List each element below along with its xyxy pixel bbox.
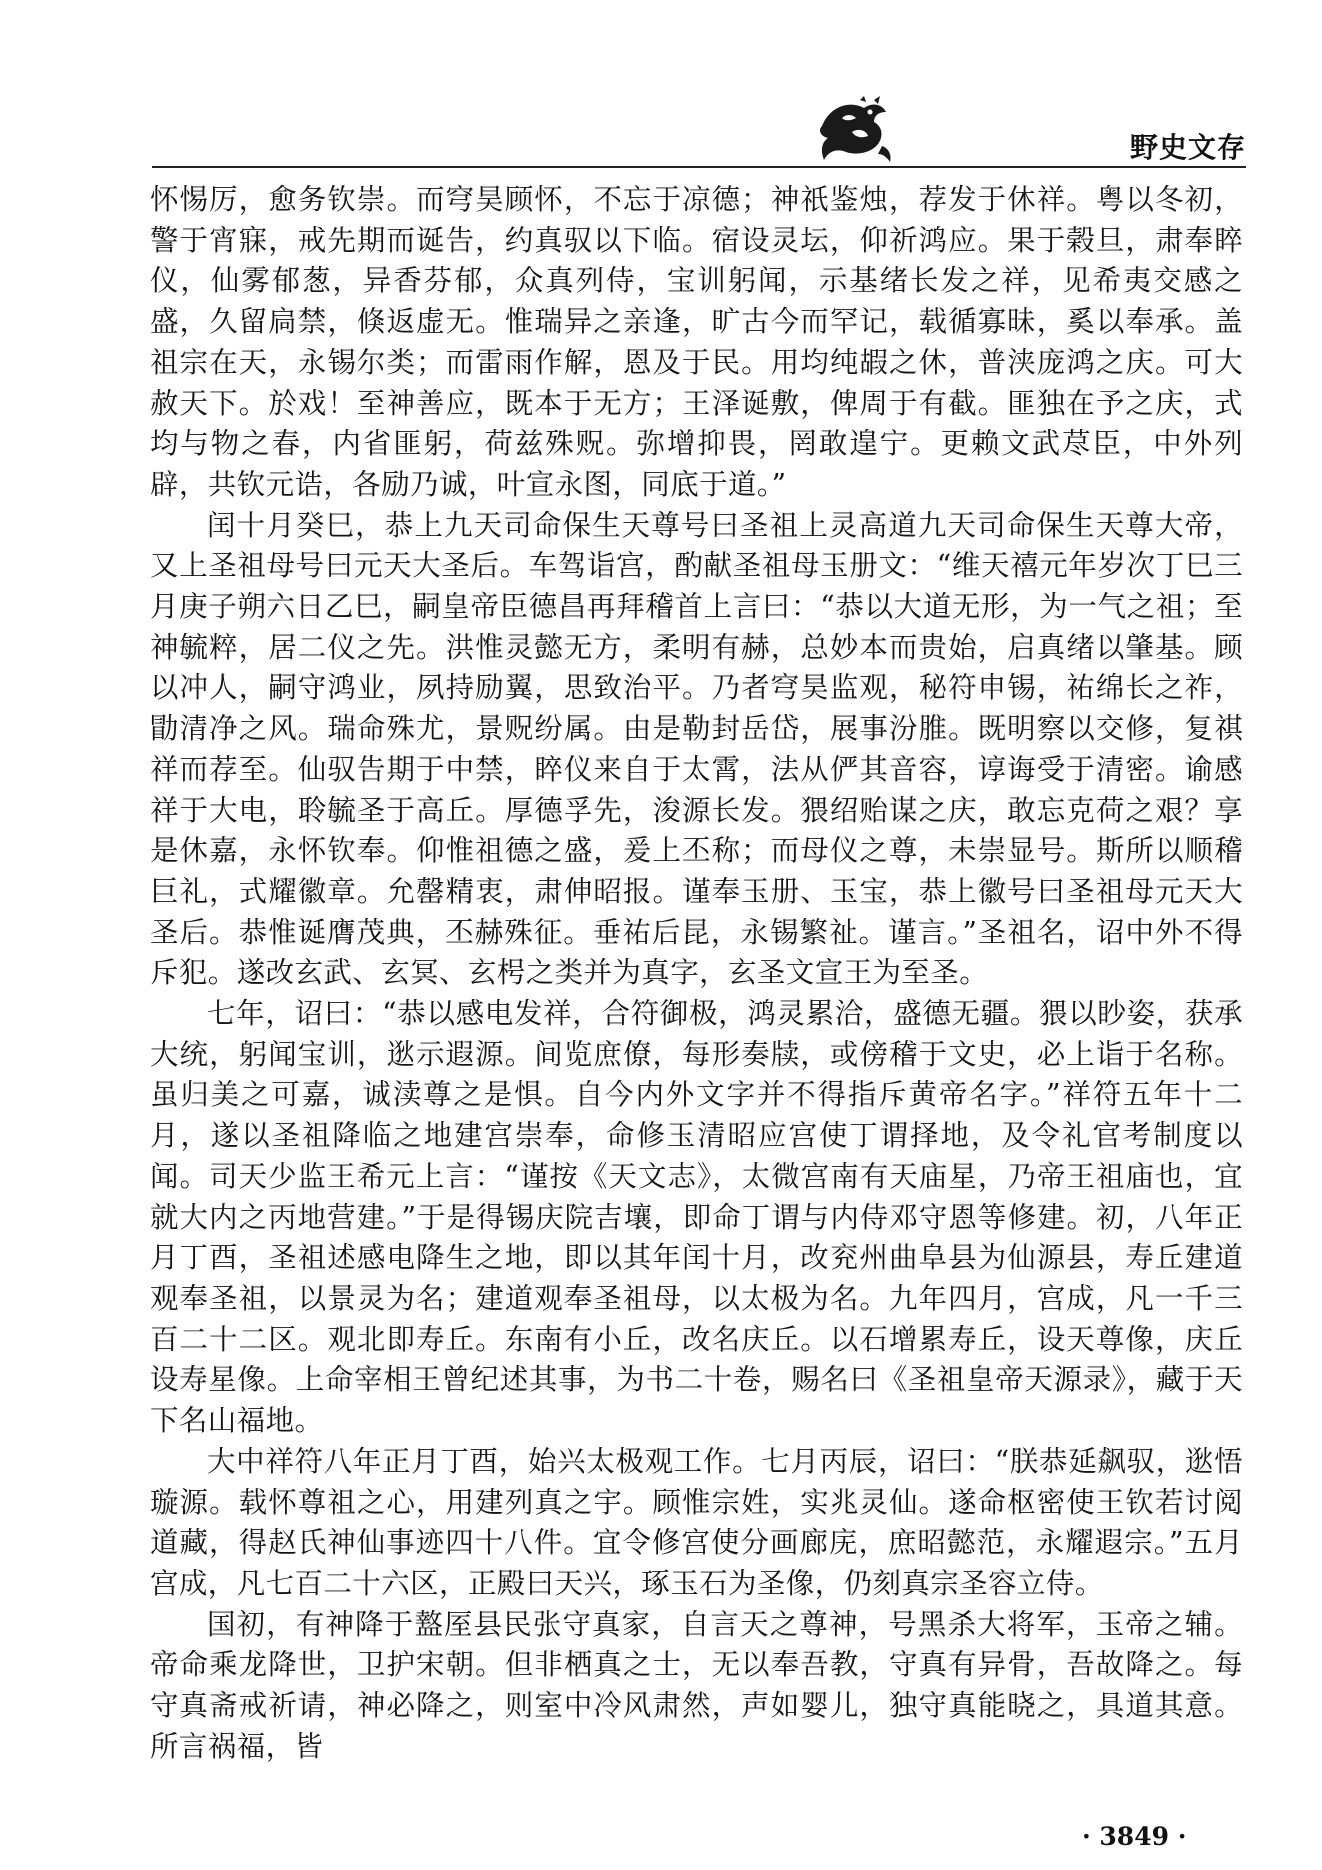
page-body [150, 180, 1243, 1767]
paragraph-continuation: 怀惕厉，愈务钦崇。而穹昊顾怀，不忘于凉德；神祇鉴烛，荐发于休祥。粤以冬初，警于宵寐，戒先期而诞告，约真驭以下临。宿设灵坛，仰祈鸿应。果于榖旦，肃奉睟仪，仙雾郁葱，异香芬郁，众真列侍，宝训躬闻，示基绪长发之祥，见希夷交感之盛，久留扃禁，倏返虚无。惟瑞异之亲逢，旷古今而罕记，载循寡昧，奚以奉承。盖祖宗在天，永锡尔类；而雷雨作解，恩及于民。用均纯嘏之休，普浃庞鸿之庆。可大赦天下。於戏！至神善应，既本于无方；王泽诞敷，俾周于有截。匪独在予之庆，式均与物之春，内省匪躬，荷兹殊贶。弥增抑畏，罔敢遑宁。更赖文武荩臣，中外列辟，共钦元诰，各励乃诚，叶宣永图，同底于道。” [150, 183, 1243, 501]
paragraph: 国初，有神降于盩厔县民张守真家，自言天之尊神，号黑杀大将军，玉帝之辅。帝命乘龙降世，卫护宋朝。但非栖真之士，无以奉吾教，守真有异骨，吾故降之。每守真斋戒祈请，神必降之，则室中冷风肃然，声如婴儿，独守真能晓之，具道其意。所言祸福，皆 [150, 1607, 1243, 1763]
dragon-emblem-icon [812, 96, 896, 166]
page-header [152, 96, 1246, 168]
header-rule [152, 166, 1246, 168]
paragraph: 七年，诏曰：“恭以感电发祥，合符御极，鸿灵累洽，盛德无疆。猥以眇姿，获承大统，躬闻宝训，逖示遐源。间览庶僚，每形奏牍，或傍稽于文史，必上诣于名称。虽归美之可嘉，诚渎尊之是惧。自今内外文字并不得指斥黄帝名字。”祥符五年十二月，遂以圣祖降临之地建宫崇奉，命修玉清昭应宫使丁谓择地，及令礼官考制度以闻。司天少监王希元上言：“谨按《天文志》，太微宫南有天庙星，乃帝王祖庙也，宜就大内之丙地营建。”于是得锡庆院吉壤，即命丁谓与内侍邓守恩等修建。初，八年正月丁酉，圣祖述感电降生之地，即以其年闰十月，改兖州曲阜县为仙源县，寿丘建道观奉圣祖，以景灵为名；建道观奉圣祖母，以太极为名。九年四月，宫成，凡一千三百二十二区。观北即寿丘。东南有小丘，改名庆丘。以石增累寿丘，设天尊像，庆丘设寿星像。上命宰相王曾纪述其事，为书二十卷，赐名曰《圣祖皇帝天源录》，藏于天下名山福地。 [150, 997, 1243, 1438]
paragraph: 大中祥符八年正月丁酉，始兴太极观工作。七月丙辰，诏曰：“朕恭延飙驭，逖悟璇源。载怀尊祖之心，用建列真之宇。顾惟宗姓，实兆灵仙。遂命枢密使王钦若讨阅道藏，得赵氏神仙事迹四十八件。宜令修宫使分画廊庑，庶昭懿范，永耀遐宗。”五月宫成，凡七百二十六区，正殿曰天兴，琢玉石为圣像，仍刻真宗圣容立侍。 [150, 1444, 1243, 1600]
series-title: 野史文存 [1129, 131, 1246, 164]
page-number: · 3849 · [1082, 1822, 1187, 1851]
paragraph: 闰十月癸巳，恭上九天司命保生天尊号曰圣祖上灵高道九天司命保生天尊大帝，又上圣祖母号曰元天大圣后。车驾诣宫，酌献圣祖母玉册文：“维天禧元年岁次丁巳三月庚子朔六日乙巳，嗣皇帝臣德昌再拜稽首上言曰：“恭以大道无形，为一气之祖；至神毓粹，居二仪之先。洪惟灵懿无方，柔明有赫，总妙本而贵始，启真绪以肇基。顾以冲人，嗣守鸿业，夙持励翼，思致治平。乃者穹昊监观，秘符申锡，祐绵长之祚，勖清净之风。瑞命殊尤，景贶纷属。由是勒封岳岱，展事汾脽。既明察以交修，复祺祥而荐至。仙驭告期于中禁，睟仪来自于太霄，法从俨其音容，谆诲受于清密。谕感祥于大电，聆毓圣于高丘。厚德孚先，浚源长发。猥绍贻谋之庆，敢忘克荷之艰？享是休嘉，永怀钦奉。仰惟祖德之盛，爰上丕称；而母仪之尊，未崇显号。斯所以顺稽巨礼，式耀徽章。允罄精衷，肃伸昭报。谨奉玉册、玉宝，恭上徽号曰圣祖母元天大圣后。恭惟诞膺茂典，丕赫殊征。垂祐后昆，永锡繁祉。谨言。”圣祖名，诏中外不得斥犯。遂改玄武、玄冥、玄枵之类并为真字，玄圣文宣王为至圣。 [150, 508, 1243, 990]
